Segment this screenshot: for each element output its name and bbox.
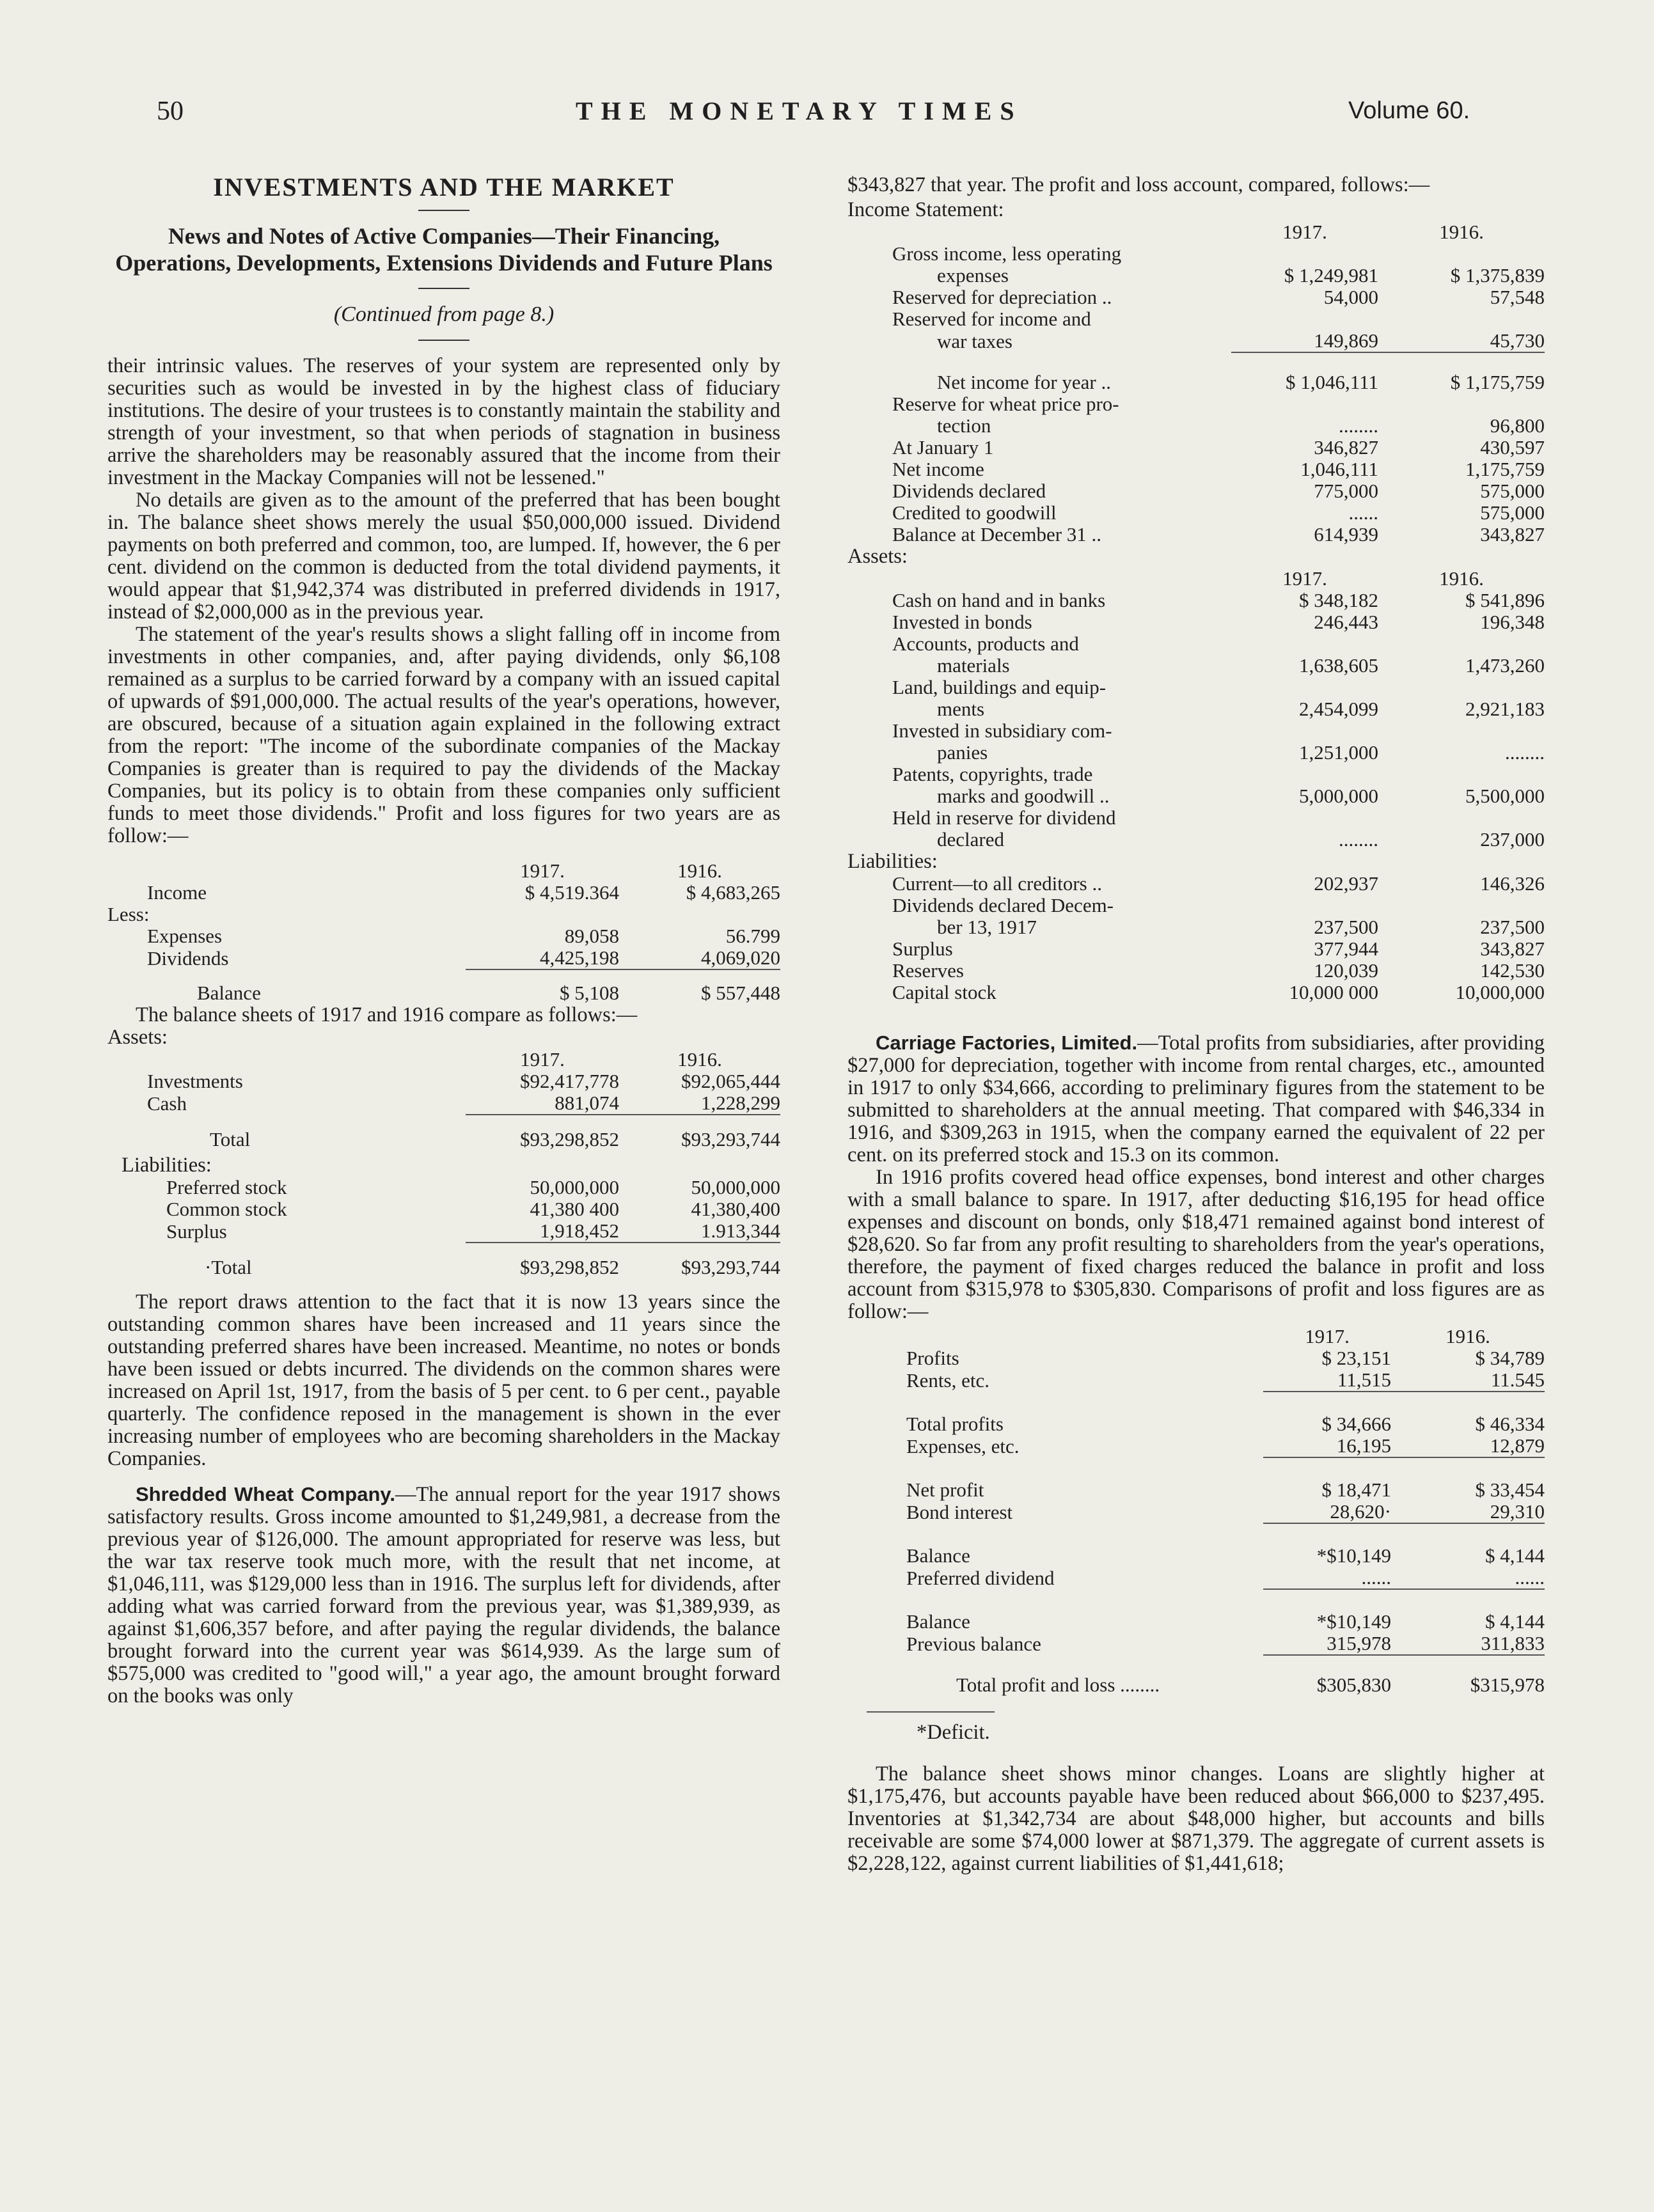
row-label: Credited to goodwill xyxy=(892,501,1057,524)
cell: 28,620· xyxy=(1330,1500,1391,1523)
cell: $ 1,175,759 xyxy=(1378,352,1545,393)
cell: *$10,149 xyxy=(1263,1523,1391,1567)
row-label: materials xyxy=(937,654,1010,677)
cell: 196,348 xyxy=(1480,611,1545,633)
row-label: Land, buildings and equip- xyxy=(892,676,1107,698)
row-label: Less: xyxy=(107,903,150,925)
row-label: ·Total xyxy=(205,1256,252,1278)
cell: 11.545 xyxy=(1490,1369,1545,1391)
shredded-assets-table xyxy=(847,568,1545,851)
cell: ...... xyxy=(1515,1566,1545,1588)
paragraph-text: —The annual report for the year 1917 shows satisfactory results. Gross income amounted to $1,249,981, a decrease from the previous year of $126,000. The amount appropriated for reserve was less, but the war tax reserve took much more, with the result that net income, at $1,046,111, was $129,000 less than in 1916. The surplus left for dividends, after adding what was carried forward from the previous year, was $1,389,939, as against $1,606,357 before, and after paying the regular dividends, the balance brought forward into the current year was $614,939. As the large sum of $575,000 was credited to "good will," a year ago, the amount brought forward on the books was only xyxy=(107,1483,781,1707)
divider xyxy=(418,340,469,341)
cell: $ 1,375,839 xyxy=(1450,264,1545,286)
row-label: ments xyxy=(937,698,985,720)
row-label: Reserve for wheat price pro- xyxy=(892,393,1119,415)
cell: 4,425,198 xyxy=(540,946,619,969)
cell: 237,500 xyxy=(1480,916,1545,938)
row-label: declared xyxy=(937,828,1004,851)
cell: $92,417,778 xyxy=(520,1070,619,1092)
row-label: Dividends declared Decem- xyxy=(892,894,1114,916)
cell: 346,827 xyxy=(1314,436,1378,459)
cell: 343,827 xyxy=(1480,937,1545,960)
cell: $ 4,519.364 xyxy=(524,881,619,904)
cell: 575,000 xyxy=(1480,501,1545,524)
year-header: 1916. xyxy=(677,1048,722,1071)
row-label: Net income xyxy=(892,458,984,480)
row-label: Common stock xyxy=(166,1198,287,1220)
cell: 614,939 xyxy=(1314,523,1378,545)
row-label: Held in reserve for dividend xyxy=(892,806,1116,829)
cell: 146,326 xyxy=(1480,872,1545,895)
shredded-liabilities-table xyxy=(847,873,1545,1003)
cell: $ 4,683,265 xyxy=(686,881,780,904)
cell: $ 5,108 xyxy=(466,969,619,1004)
row-label: Total profit and loss ........ xyxy=(956,1674,1160,1696)
paragraph: The balance sheets of 1917 and 1916 compare as follows:— xyxy=(136,1003,638,1026)
cell: 11,515 xyxy=(1337,1369,1391,1391)
year-header: 1916. xyxy=(1445,1325,1490,1347)
cell xyxy=(1378,633,1545,655)
cell: 56.799 xyxy=(725,925,780,947)
volume-label: Volume 60. xyxy=(1348,97,1470,124)
cell: 41,380,400 xyxy=(691,1198,780,1220)
row-label: Net income for year .. xyxy=(937,371,1111,393)
paragraph: The report draws attention to the fact that it is now 13 years since the outstanding common shares have been increased and 11 years since the outstanding preferred shares have been increased. Meantime, no notes or bonds have been issued or debts incurred. The dividends on the common shares were increased on April 1st, 1917, from the basis of 5 per cent. to 6 per cent., payable quarterly. The confidence reposed in the management is shown in the ever increasing number of employees who are becoming shareholders in the Mackay Companies. xyxy=(107,1290,780,1470)
year-header: 1917. xyxy=(1282,221,1327,243)
cell: 237,500 xyxy=(1314,916,1378,938)
year-header: 1917. xyxy=(520,859,565,882)
row-label: Surplus xyxy=(892,937,953,960)
section-title: INVESTMENTS AND THE MARKET xyxy=(213,173,675,201)
cell: $93,298,852 xyxy=(466,1243,619,1278)
row-label: Patents, copyrights, trade xyxy=(892,763,1093,785)
cell: 2,454,099 xyxy=(1299,698,1378,720)
cell: $ 348,182 xyxy=(1299,589,1378,611)
cell: ...... xyxy=(1361,1566,1391,1588)
continued-note: (Continued from page 8.) xyxy=(333,302,555,326)
row-label: Rents, etc. xyxy=(906,1369,989,1392)
cell xyxy=(1378,393,1545,415)
cell: 1,175,759 xyxy=(1465,458,1545,480)
cell xyxy=(1231,807,1378,829)
cell: 96,800 xyxy=(1490,414,1545,437)
row-label: Balance xyxy=(906,1544,970,1567)
cell xyxy=(1231,764,1378,785)
assets-label: Assets: xyxy=(107,1026,168,1049)
paragraph: In 1916 profits covered head office expenses, bond interest and other charges with a small balance to spare. In 1917, after deducting $16,195 for head office expenses and discount on bonds, only $18,471 remained against bond interest of $28,620. So far from any profit resulting to shareholders from the year's operations, therefore, the payment of fixed charges reduced the balance in profit and loss account from $315,978 to $305,830. Comparisons of profit and loss figures are as follow:— xyxy=(847,1166,1545,1323)
footnote-rule xyxy=(867,1711,995,1713)
row-label: war taxes xyxy=(937,330,1012,352)
cell: 12,879 xyxy=(1490,1434,1545,1457)
page-number: 50 xyxy=(157,97,184,126)
row-label: Reserves xyxy=(892,959,964,982)
cell: $93,293,744 xyxy=(619,1243,780,1278)
cell: $ 18,471 xyxy=(1263,1457,1391,1501)
cell xyxy=(1231,677,1378,698)
cell: 16,195 xyxy=(1336,1434,1391,1457)
paragraph: The balance sheet shows minor changes. Loans are slightly higher at $1,175,476, but accounts payable have been reduced about $66,000 to $237,495. Inventories at $1,342,734 are about $48,000 higher, but accounts and bills receivable are some $74,000 lower at $871,379. The aggregate of current assets is $2,228,122, against current liabilities of $1,441,618; xyxy=(847,1762,1545,1875)
cell: ........ xyxy=(1505,741,1545,764)
row-label: Preferred stock xyxy=(166,1176,287,1198)
cell: $ 541,896 xyxy=(1465,589,1545,611)
row-label: tection xyxy=(937,414,991,437)
cell: 775,000 xyxy=(1314,480,1378,502)
cell: 246,443 xyxy=(1314,611,1378,633)
row-label: Reserved for income and xyxy=(892,308,1091,330)
cell xyxy=(1378,308,1545,330)
cell: $ 1,046,111 xyxy=(1231,352,1378,393)
cell: 1,638,605 xyxy=(1299,654,1378,677)
divider xyxy=(418,288,469,289)
cell: ...... xyxy=(1348,501,1378,524)
cell xyxy=(1231,633,1378,655)
cell xyxy=(1231,243,1378,265)
row-label: marks and goodwill .. xyxy=(937,785,1110,807)
mackay-assets-table xyxy=(107,1049,780,1150)
cell: 343,827 xyxy=(1480,523,1545,545)
year-header: 1916. xyxy=(1439,221,1484,243)
cell: 57,548 xyxy=(1490,286,1545,308)
row-label: At January 1 xyxy=(892,436,994,459)
cell: ........ xyxy=(1339,828,1378,851)
cell: 237,000 xyxy=(1480,828,1545,851)
cell: 41,380 400 xyxy=(530,1198,619,1220)
cell: 1,473,260 xyxy=(1465,654,1545,677)
row-label: Cash xyxy=(147,1092,187,1115)
cell: $ 4,144 xyxy=(1391,1589,1545,1633)
cell xyxy=(1378,677,1545,698)
cell: 4,069,020 xyxy=(701,946,780,969)
cell: $ 46,334 xyxy=(1391,1392,1545,1435)
cell: $ 1,249,981 xyxy=(1284,264,1378,286)
cell: $92,065,444 xyxy=(681,1070,780,1092)
cell xyxy=(1378,807,1545,829)
row-label: Income xyxy=(147,881,207,904)
cell xyxy=(1378,243,1545,265)
cell: $ 33,454 xyxy=(1391,1457,1545,1501)
shredded-income-table xyxy=(847,221,1545,545)
section-subtitle: News and Notes of Active Companies—Their Financing, Operations, Developments, Extensions Dividends and Future Plans xyxy=(115,223,773,276)
cell: 50,000,000 xyxy=(530,1176,619,1198)
paragraph: No details are given as to the amount of the preferred that has been bought in. The balance sheet shows merely the usual $50,000,000 issued. Dividend payments on both preferred and common, too, are lumped. If, however, the 6 per cent. dividend on the common is deducted from the total dividend payments, it would appear that $1,942,374 was distributed in preferred dividends in 1917, instead of $2,000,000 as in the previous year. xyxy=(107,489,780,624)
cell: $93,293,744 xyxy=(619,1115,780,1150)
cell: 54,000 xyxy=(1323,286,1378,308)
row-label: Preferred dividend xyxy=(906,1567,1055,1589)
cell: $ 34,789 xyxy=(1475,1347,1545,1369)
year-header: 1917. xyxy=(520,1048,565,1071)
cell: 142,530 xyxy=(1480,959,1545,982)
divider xyxy=(418,210,469,211)
assets-label: Assets: xyxy=(847,545,908,568)
row-label: Cash on hand and in banks xyxy=(892,589,1106,611)
cell: *$10,149 xyxy=(1263,1589,1391,1633)
cell: $ 23,151 xyxy=(1321,1347,1391,1369)
row-label: Expenses xyxy=(147,925,223,947)
company-paragraph xyxy=(847,1031,1545,1166)
row-label: Total profits xyxy=(906,1413,1004,1435)
cell xyxy=(1231,895,1378,916)
cell: 120,039 xyxy=(1314,959,1378,982)
cell xyxy=(1231,308,1378,330)
mackay-profit-loss-table xyxy=(107,860,780,1004)
cell: $93,298,852 xyxy=(466,1115,619,1150)
cell: 881,074 xyxy=(555,1092,619,1114)
cell: 377,944 xyxy=(1314,937,1378,960)
row-label: Capital stock xyxy=(892,981,996,1003)
company-heading: Shredded Wheat Company. xyxy=(136,1483,395,1505)
mackay-liabilities-table xyxy=(107,1177,780,1278)
cell: 50,000,000 xyxy=(691,1176,780,1198)
cell: $ 4,144 xyxy=(1391,1523,1545,1567)
company-paragraph xyxy=(107,1483,780,1707)
row-label: Gross income, less operating xyxy=(892,242,1122,265)
cell xyxy=(1378,895,1545,916)
cell: 10,000,000 xyxy=(1455,981,1545,1003)
carriage-profit-loss-table xyxy=(847,1326,1545,1696)
cell xyxy=(1231,720,1378,742)
row-label: Bond interest xyxy=(906,1501,1013,1523)
paragraph: The statement of the year's results shows a slight falling off in income from investments in other companies, and, after paying dividends, only $6,108 remained as a surplus to be carried forward by a company with an issued capital of upwards of $91,000,000. The actual results of the year's operations, however, are obscured, because of a situation again explained in the following extract from the report: "The income of the subordinate companies of the Mackay Companies is greater than is required to pay the dividends of the Mackay Companies, but its policy is to obtain from these companies only sufficient funds to meet those dividends." Profit and loss figures for two years are as follow:— xyxy=(107,623,780,847)
cell: 10,000 000 xyxy=(1289,981,1378,1003)
cell: 575,000 xyxy=(1480,480,1545,502)
row-label: Surplus xyxy=(166,1220,227,1243)
row-label: ber 13, 1917 xyxy=(937,916,1037,938)
cell: 2,921,183 xyxy=(1465,698,1545,720)
income-statement-label: Income Statement: xyxy=(847,198,1004,221)
row-label: Expenses, etc. xyxy=(906,1435,1020,1457)
paragraph: their intrinsic values. The reserves of your system are represented only by securities such as would be invested in by the highest class of fiduciary institutions. The desire of your trustees is to constantly maintain the stability and strength of your investment, so that when periods of stagnation in business arrive the shareholders may be reasonably assured that the income from their investment in the Mackay Companies will not be lessened." xyxy=(107,354,780,489)
cell: 1.913,344 xyxy=(701,1220,780,1242)
year-header: 1917. xyxy=(1282,567,1327,590)
row-label: Dividends declared xyxy=(892,480,1046,502)
cell: 29,310 xyxy=(1490,1500,1545,1523)
row-label: expenses xyxy=(937,264,1009,286)
footnote: *Deficit. xyxy=(917,1721,990,1744)
cell: 315,978 xyxy=(1327,1632,1391,1654)
company-heading: Carriage Factories, Limited. xyxy=(876,1031,1138,1054)
year-header: 1916. xyxy=(677,859,722,882)
liabilities-label: Liabilities: xyxy=(122,1154,212,1177)
cell xyxy=(1231,393,1378,415)
row-label: Net profit xyxy=(906,1479,984,1501)
publication-title: THE MONETARY TIMES xyxy=(576,97,1023,125)
cell: 1,046,111 xyxy=(1300,458,1378,480)
row-label: Invested in subsidiary com- xyxy=(892,719,1112,742)
cell xyxy=(1378,764,1545,785)
cell: 430,597 xyxy=(1480,436,1545,459)
row-label: Invested in bonds xyxy=(892,611,1032,633)
cell: 45,730 xyxy=(1490,329,1545,352)
row-label: Profits xyxy=(906,1347,959,1369)
year-header: 1916. xyxy=(1439,567,1484,590)
page-header xyxy=(0,96,1654,134)
cell: 202,937 xyxy=(1314,872,1378,895)
left-column xyxy=(107,169,780,1707)
cell: 5,000,000 xyxy=(1299,785,1378,807)
paragraph: $343,827 that year. The profit and loss account, compared, follows:— xyxy=(847,173,1430,196)
row-label: Investments xyxy=(147,1070,243,1092)
row-label: Dividends xyxy=(147,947,229,969)
cell: 311,833 xyxy=(1481,1632,1545,1654)
cell: 1,228,299 xyxy=(701,1092,780,1114)
cell: 149,869 xyxy=(1314,329,1378,352)
paragraph-text: —Total profits from subsidiaries, after providing $27,000 for depreciation, together with income from rental charges, etc., amounted in 1917 to only $34,666, according to preliminary figures from the statement to be submitted to shareholders at the annual meeting. That compared with $46,334 in 1916, and $309,263 in 1915, when the company earned the equivalent of 22 per cent. on its preferred stock and 15.3 on its common. xyxy=(847,1031,1545,1166)
row-label: Balance xyxy=(197,982,261,1004)
row-label: Balance xyxy=(906,1610,970,1633)
cell: $315,978 xyxy=(1391,1655,1545,1696)
row-label: panies xyxy=(937,741,988,764)
cell: 89,058 xyxy=(564,925,619,947)
year-header: 1917. xyxy=(1305,1325,1350,1347)
row-label: Accounts, products and xyxy=(892,632,1079,655)
right-column xyxy=(847,174,1545,1875)
cell: $305,830 xyxy=(1263,1655,1391,1696)
row-label: Reserved for depreciation .. xyxy=(892,286,1112,308)
row-label: Current—to all creditors .. xyxy=(892,872,1102,895)
cell xyxy=(1378,720,1545,742)
cell: $ 34,666 xyxy=(1263,1392,1391,1435)
cell: 1,251,000 xyxy=(1299,741,1378,764)
cell: 5,500,000 xyxy=(1465,785,1545,807)
row-label: Total xyxy=(210,1128,251,1150)
row-label: Balance at December 31 .. xyxy=(892,523,1102,545)
cell: ........ xyxy=(1339,414,1378,437)
cell: $ 557,448 xyxy=(619,969,780,1004)
cell: 1,918,452 xyxy=(540,1220,619,1242)
row-label: Previous balance xyxy=(906,1633,1041,1655)
liabilities-label: Liabilities: xyxy=(847,850,938,873)
